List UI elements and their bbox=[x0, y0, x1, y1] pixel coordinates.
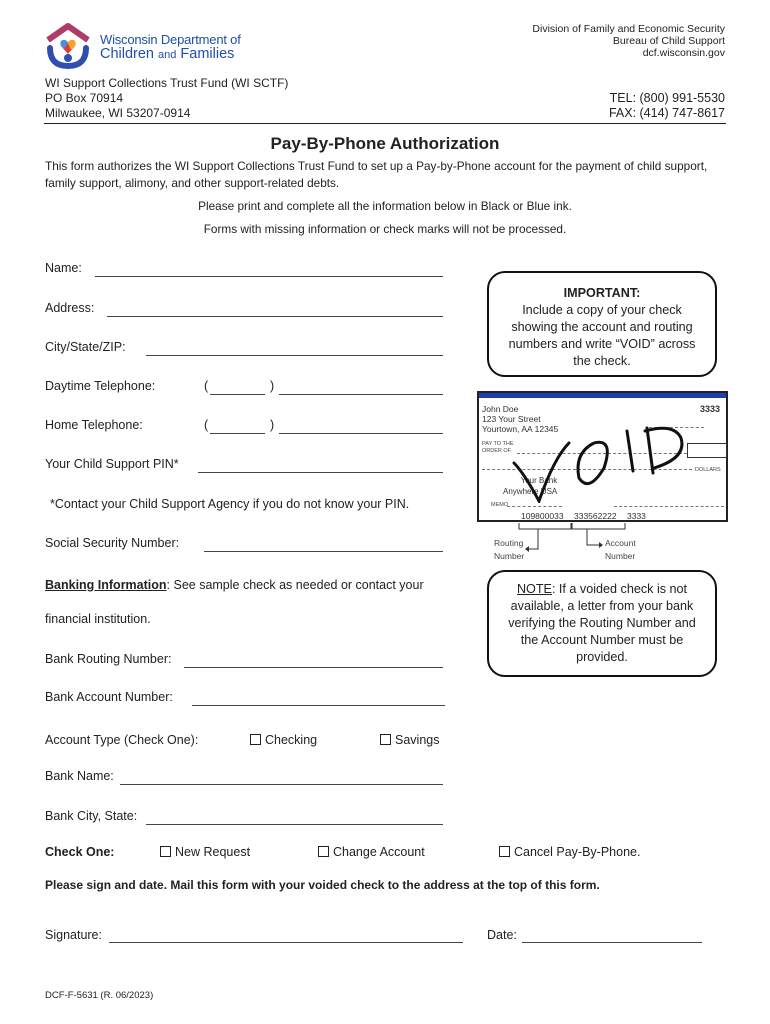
bureau-name: Bureau of Child Support bbox=[612, 35, 725, 47]
checkbox-icon bbox=[380, 734, 391, 745]
dcf-logo bbox=[44, 22, 244, 70]
pin-input[interactable] bbox=[198, 472, 443, 473]
sample-check-image bbox=[477, 391, 728, 522]
logo-and: and bbox=[158, 48, 177, 61]
bank-name-input[interactable] bbox=[120, 784, 443, 785]
signature-label: Signature: bbox=[45, 928, 102, 942]
note-heading: NOTE bbox=[516, 582, 552, 596]
check-bank-name: Your Bank bbox=[520, 476, 558, 485]
cancel-label: Cancel Pay-By-Phone. bbox=[514, 845, 641, 859]
dollars-label: DOLLARS bbox=[695, 467, 721, 473]
savings-label: Savings bbox=[395, 733, 440, 747]
daytime-area-open: ( bbox=[204, 379, 209, 393]
account-number-input[interactable] bbox=[192, 705, 445, 706]
check-bank-location: Anywhere USA bbox=[503, 487, 558, 496]
note-text: : If a voided check is not available, a letter from your bank verifying the Routing Number and the Account Number must be provided. bbox=[508, 582, 696, 664]
memo-label: MEMO bbox=[491, 502, 509, 508]
form-id: DCF-F-5631 (R. 06/2023) bbox=[45, 990, 154, 1001]
daytime-phone-input[interactable] bbox=[279, 394, 443, 395]
check-owner-city: Yourtown, AA 12345 bbox=[482, 424, 559, 434]
banking-info-text bbox=[45, 578, 424, 592]
website: dcf.wisconsin.gov bbox=[642, 47, 725, 59]
contact-info bbox=[609, 91, 725, 121]
tel-number: TEL: (800) 991-5530 bbox=[609, 91, 725, 105]
account-number-label: Bank Account Number: bbox=[45, 690, 173, 704]
daytime-area-close: ) bbox=[270, 379, 275, 393]
check-owner-name: John Doe bbox=[482, 404, 519, 414]
important-text: Include a copy of your check showing the account and routing numbers and write “VOID” across the check. bbox=[508, 303, 696, 368]
note-box bbox=[487, 570, 717, 677]
daytime-phone-label: Daytime Telephone: bbox=[45, 379, 156, 393]
banking-info-text-2: financial institution. bbox=[45, 612, 151, 626]
bank-city-state-label: Bank City, State: bbox=[45, 809, 138, 823]
micr-routing: 109800033 bbox=[521, 511, 564, 521]
division-name: Division of Family and Economic Security bbox=[532, 23, 725, 35]
routing-number-caption bbox=[494, 537, 524, 563]
void-scribble bbox=[509, 413, 709, 503]
instruction-missing: Forms with missing information or check marks will not be processed. bbox=[203, 222, 567, 236]
banking-info-desc: : See sample check as needed or contact your bbox=[166, 578, 424, 592]
signature-line-check bbox=[614, 506, 724, 507]
mailing-address bbox=[45, 76, 288, 121]
dcf-logo-icon bbox=[44, 22, 92, 70]
checkbox-icon bbox=[499, 846, 510, 857]
micr-account: 333562222 bbox=[574, 511, 617, 521]
checkbox-icon bbox=[160, 846, 171, 857]
city-state-zip-label: City/State/ZIP: bbox=[45, 340, 126, 354]
sign-instruction: Please sign and date. Mail this form with your voided check to the address at the top of this form. bbox=[45, 878, 600, 892]
checking-checkbox[interactable] bbox=[250, 733, 317, 747]
date-input[interactable] bbox=[522, 942, 702, 943]
account-type-label: Account Type (Check One): bbox=[45, 733, 199, 747]
checking-label: Checking bbox=[265, 733, 318, 747]
change-account-label: Change Account bbox=[333, 845, 425, 859]
pin-note: *Contact your Child Support Agency if you do not know your PIN. bbox=[50, 497, 410, 511]
date-label: Date: bbox=[487, 928, 517, 942]
routing-label: Bank Routing Number: bbox=[45, 652, 172, 666]
micr-check-number: 3333 bbox=[627, 511, 646, 521]
routing-caption-1: Routing bbox=[494, 538, 524, 548]
logo-children: Children bbox=[100, 45, 154, 62]
address-label: Address: bbox=[45, 301, 95, 315]
address-line-2: PO Box 70914 bbox=[45, 91, 124, 105]
intro-paragraph: This form authorizes the WI Support Collections Trust Fund to set up a Pay-by-Phone account for the payment of child support, family support, alimony, and other support-related debts. bbox=[45, 159, 708, 190]
check-one-label: Check One: bbox=[45, 845, 115, 859]
check-owner-street: 123 Your Street bbox=[482, 414, 541, 424]
account-caption-2: Number bbox=[605, 551, 636, 561]
city-state-zip-input[interactable] bbox=[146, 355, 443, 356]
cancel-pay-by-phone-checkbox[interactable] bbox=[499, 845, 640, 859]
address-input[interactable] bbox=[107, 316, 443, 317]
address-line-1: WI Support Collections Trust Fund (WI SCTF) bbox=[45, 76, 289, 90]
new-request-label: New Request bbox=[175, 845, 251, 859]
checkbox-icon bbox=[318, 846, 329, 857]
memo-line bbox=[507, 506, 562, 507]
page-title: Pay-By-Phone Authorization bbox=[270, 134, 500, 153]
pay-to-line-1: PAY TO THE bbox=[482, 441, 514, 447]
pay-to-line-2: ORDER OF bbox=[482, 448, 512, 454]
home-area-close: ) bbox=[270, 418, 275, 432]
check-top-bar bbox=[479, 393, 726, 398]
routing-input[interactable] bbox=[184, 667, 443, 668]
bank-city-state-input[interactable] bbox=[146, 824, 443, 825]
bank-name-label: Bank Name: bbox=[45, 769, 114, 783]
check-number: 3333 bbox=[699, 404, 720, 414]
banking-info-heading: Banking Information bbox=[45, 578, 167, 592]
pin-label: Your Child Support PIN* bbox=[45, 457, 179, 471]
header-divider bbox=[44, 123, 726, 124]
signature-input[interactable] bbox=[109, 942, 463, 943]
address-line-3: Milwaukee, WI 53207-0914 bbox=[45, 106, 191, 120]
ssn-input[interactable] bbox=[204, 551, 443, 552]
routing-caption-2: Number bbox=[494, 551, 525, 561]
change-account-checkbox[interactable] bbox=[318, 845, 425, 859]
daytime-area-code-input[interactable] bbox=[210, 394, 265, 395]
logo-line-1: Wisconsin Department of bbox=[100, 32, 241, 47]
savings-checkbox[interactable] bbox=[380, 733, 439, 747]
agency-info bbox=[532, 23, 725, 59]
home-area-open: ( bbox=[204, 418, 209, 432]
new-request-checkbox[interactable] bbox=[160, 845, 250, 859]
important-heading: IMPORTANT: bbox=[563, 286, 641, 300]
ssn-label: Social Security Number: bbox=[45, 536, 180, 550]
fax-number: FAX: (414) 747-8617 bbox=[608, 106, 725, 120]
home-phone-input[interactable] bbox=[279, 433, 443, 434]
name-input[interactable] bbox=[95, 276, 443, 277]
logo-families: Families bbox=[180, 45, 235, 62]
important-box bbox=[487, 271, 717, 377]
home-phone-label: Home Telephone: bbox=[45, 418, 143, 432]
account-caption-1: Account bbox=[605, 538, 636, 548]
checkbox-icon bbox=[250, 734, 261, 745]
home-area-code-input[interactable] bbox=[210, 433, 265, 434]
account-number-caption bbox=[605, 537, 636, 563]
name-label: Name: bbox=[45, 261, 82, 275]
instruction-ink: Please print and complete all the information below in Black or Blue ink. bbox=[198, 199, 572, 213]
